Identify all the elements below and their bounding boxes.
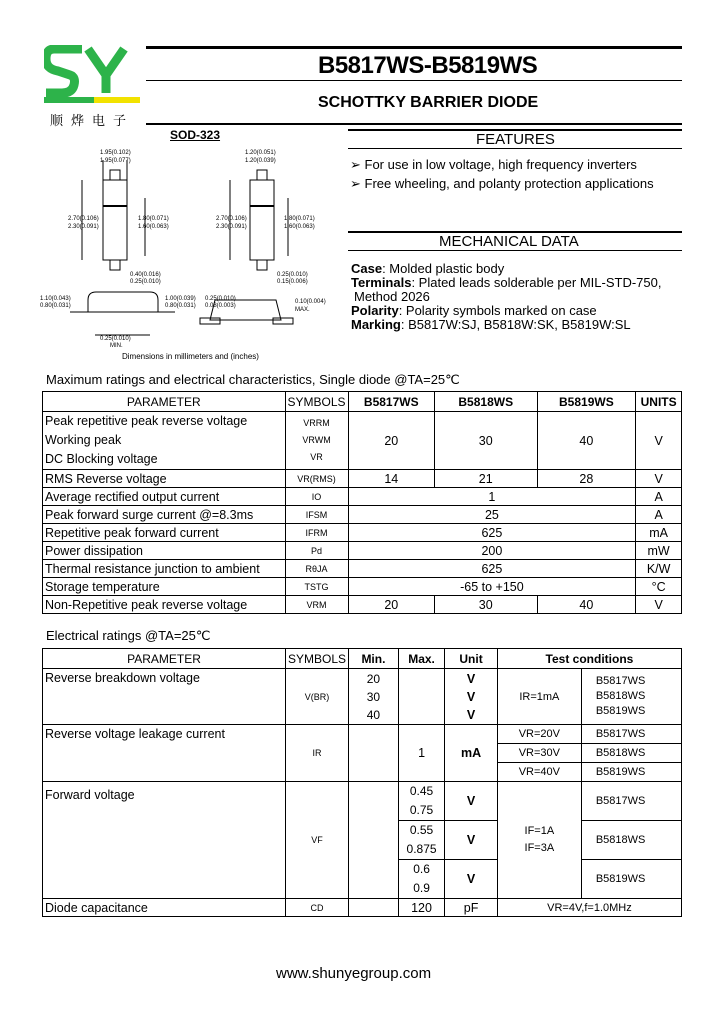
svg-text:2.70(0.106): 2.70(0.106) [68,216,99,222]
header-rule-mid [146,80,682,81]
svg-text:0.80(0.031): 0.80(0.031) [40,303,71,309]
svg-text:0.15(0.006): 0.15(0.006) [277,279,308,285]
max-ratings-caption: Maximum ratings and electrical characteristics, Single diode @TA=25℃ [46,372,460,387]
svg-text:0.25(0.010): 0.25(0.010) [130,279,161,285]
footer-url[interactable]: www.shunyegroup.com [276,965,432,982]
table-row: VR=40V B5819WS [43,763,682,782]
bullet-icon: ➢ [350,157,365,172]
table-row: Peak repetitive peak reverse voltage Working peak DC Blocking voltage VRRM VRWM VR 20 30 40 V [43,412,682,470]
bullet-icon: ➢ [350,176,365,191]
dimension-note: Dimensions in millimeters and (inches) [122,352,259,361]
svg-text:MIN.: MIN. [110,343,123,349]
svg-text:1.80(0.071): 1.80(0.071) [284,216,315,222]
svg-text:1.80(0.071): 1.80(0.071) [138,216,169,222]
feature-item: ➢ Free wheeling, and polanty protection applications [350,176,654,191]
svg-text:0.25(0.010): 0.25(0.010) [100,336,131,342]
svg-text:0.40(0.016): 0.40(0.016) [130,272,161,278]
table-row: Reverse voltage leakage current IR 1 mA VR=20V B5817WS [43,725,682,744]
svg-text:0.08(0.003): 0.08(0.003) [205,303,236,309]
svg-text:0.80(0.031): 0.80(0.031) [165,303,196,309]
svg-text:0.25(0.010): 0.25(0.010) [277,272,308,278]
page-subtitle: SCHOTTKY BARRIER DIODE [318,94,539,111]
svg-text:2.70(0.106): 2.70(0.106) [216,216,247,222]
mech-marking: Marking: B5817W:SJ, B5818W:SK, B5819W:SL [351,317,631,332]
svg-text:0.10(0.004): 0.10(0.004) [295,299,326,305]
max-ratings-table [42,391,682,614]
svg-text:1.60(0.063): 1.60(0.063) [138,224,169,230]
features-rule-bottom [348,148,682,149]
table-row: RMS Reverse voltage VR(RMS) 14 21 28 V [43,470,682,488]
package-name: SOD-323 [170,128,221,142]
page-title: B5817WS-B5819WS [318,52,538,79]
table-row: Non-Repetitive peak reverse voltage VRM 20 30 40 V [43,596,682,614]
table-row: Average rectified output current IO 1 A [43,488,682,506]
svg-text:1.95(0.102): 1.95(0.102) [100,150,131,156]
table-row: VR=30V B5818WS [43,744,682,763]
table-row: 0.55 0.875 V B5818WS [43,821,682,860]
company-chinese-name: 顺烨电子 [50,114,135,129]
features-title: FEATURES [476,131,555,148]
table-row: 0.6 0.9 V B5819WS [43,860,682,899]
svg-text:1.20(0.051): 1.20(0.051) [245,150,276,156]
svg-text:1.20(0.039): 1.20(0.039) [245,158,276,164]
header-rule-top [146,46,682,49]
table-row: Peak forward surge current @=8.3ms IFSM 25 A [43,506,682,524]
mech-terminals-cont: Method 2026 [354,289,430,304]
table-row: Thermal resistance junction to ambient RθJA 625 K/W [43,560,682,578]
header-rule-bottom [146,123,682,125]
electrical-ratings-table [42,648,682,917]
svg-text:1.95(0.077): 1.95(0.077) [100,158,131,164]
table-row: Repetitive peak forward current IFRM 625 mA [43,524,682,542]
table-row: Reverse breakdown voltage V(BR) 20 30 40 V V V IR=1mA B5817WS B5818WS B5819WS [43,669,682,725]
mech-case: Case: Molded plastic body [351,261,505,276]
company-logo [44,45,144,107]
table-row: Diode capacitance CD 120 pF VR=4V,f=1.0MHz [43,899,682,917]
svg-text:1.60(0.063): 1.60(0.063) [284,224,315,230]
svg-text:2.30(0.091): 2.30(0.091) [216,224,247,230]
table-row: Power dissipation Pd 200 mW [43,542,682,560]
mech-terminals: Terminals: Plated leads solderable per MIL-STD-750, [351,275,662,290]
mech-polarity: Polarity: Polarity symbols marked on case [351,303,597,318]
table-header-row: PARAMETER SYMBOLS B5817WS B5818WS B5819WS UNITS [43,392,682,412]
mechanical-list [351,262,661,332]
feature-item: ➢ For use in low voltage, high frequency inverters [350,157,637,172]
table-header-row: PARAMETER SYMBOLS Min. Max. Unit Test conditions [43,649,682,669]
mechanical-title: MECHANICAL DATA [439,233,579,250]
svg-text:MAX.: MAX. [295,307,310,313]
svg-text:1.10(0.043): 1.10(0.043) [40,296,71,302]
table-row: Storage temperature TSTG -65 to +150 °C [43,578,682,596]
electrical-ratings-caption: Electrical ratings @TA=25℃ [46,628,211,643]
svg-text:0.25(0.010): 0.25(0.010) [205,296,236,302]
package-outline-diagram [40,140,330,352]
mechanical-rule-bottom [348,250,682,251]
svg-text:1.00(0.039): 1.00(0.039) [165,296,196,302]
svg-text:2.30(0.091): 2.30(0.091) [68,224,99,230]
table-row: Forward voltage VF 0.45 0.75 V IF=1A IF=3A B5817WS [43,782,682,821]
